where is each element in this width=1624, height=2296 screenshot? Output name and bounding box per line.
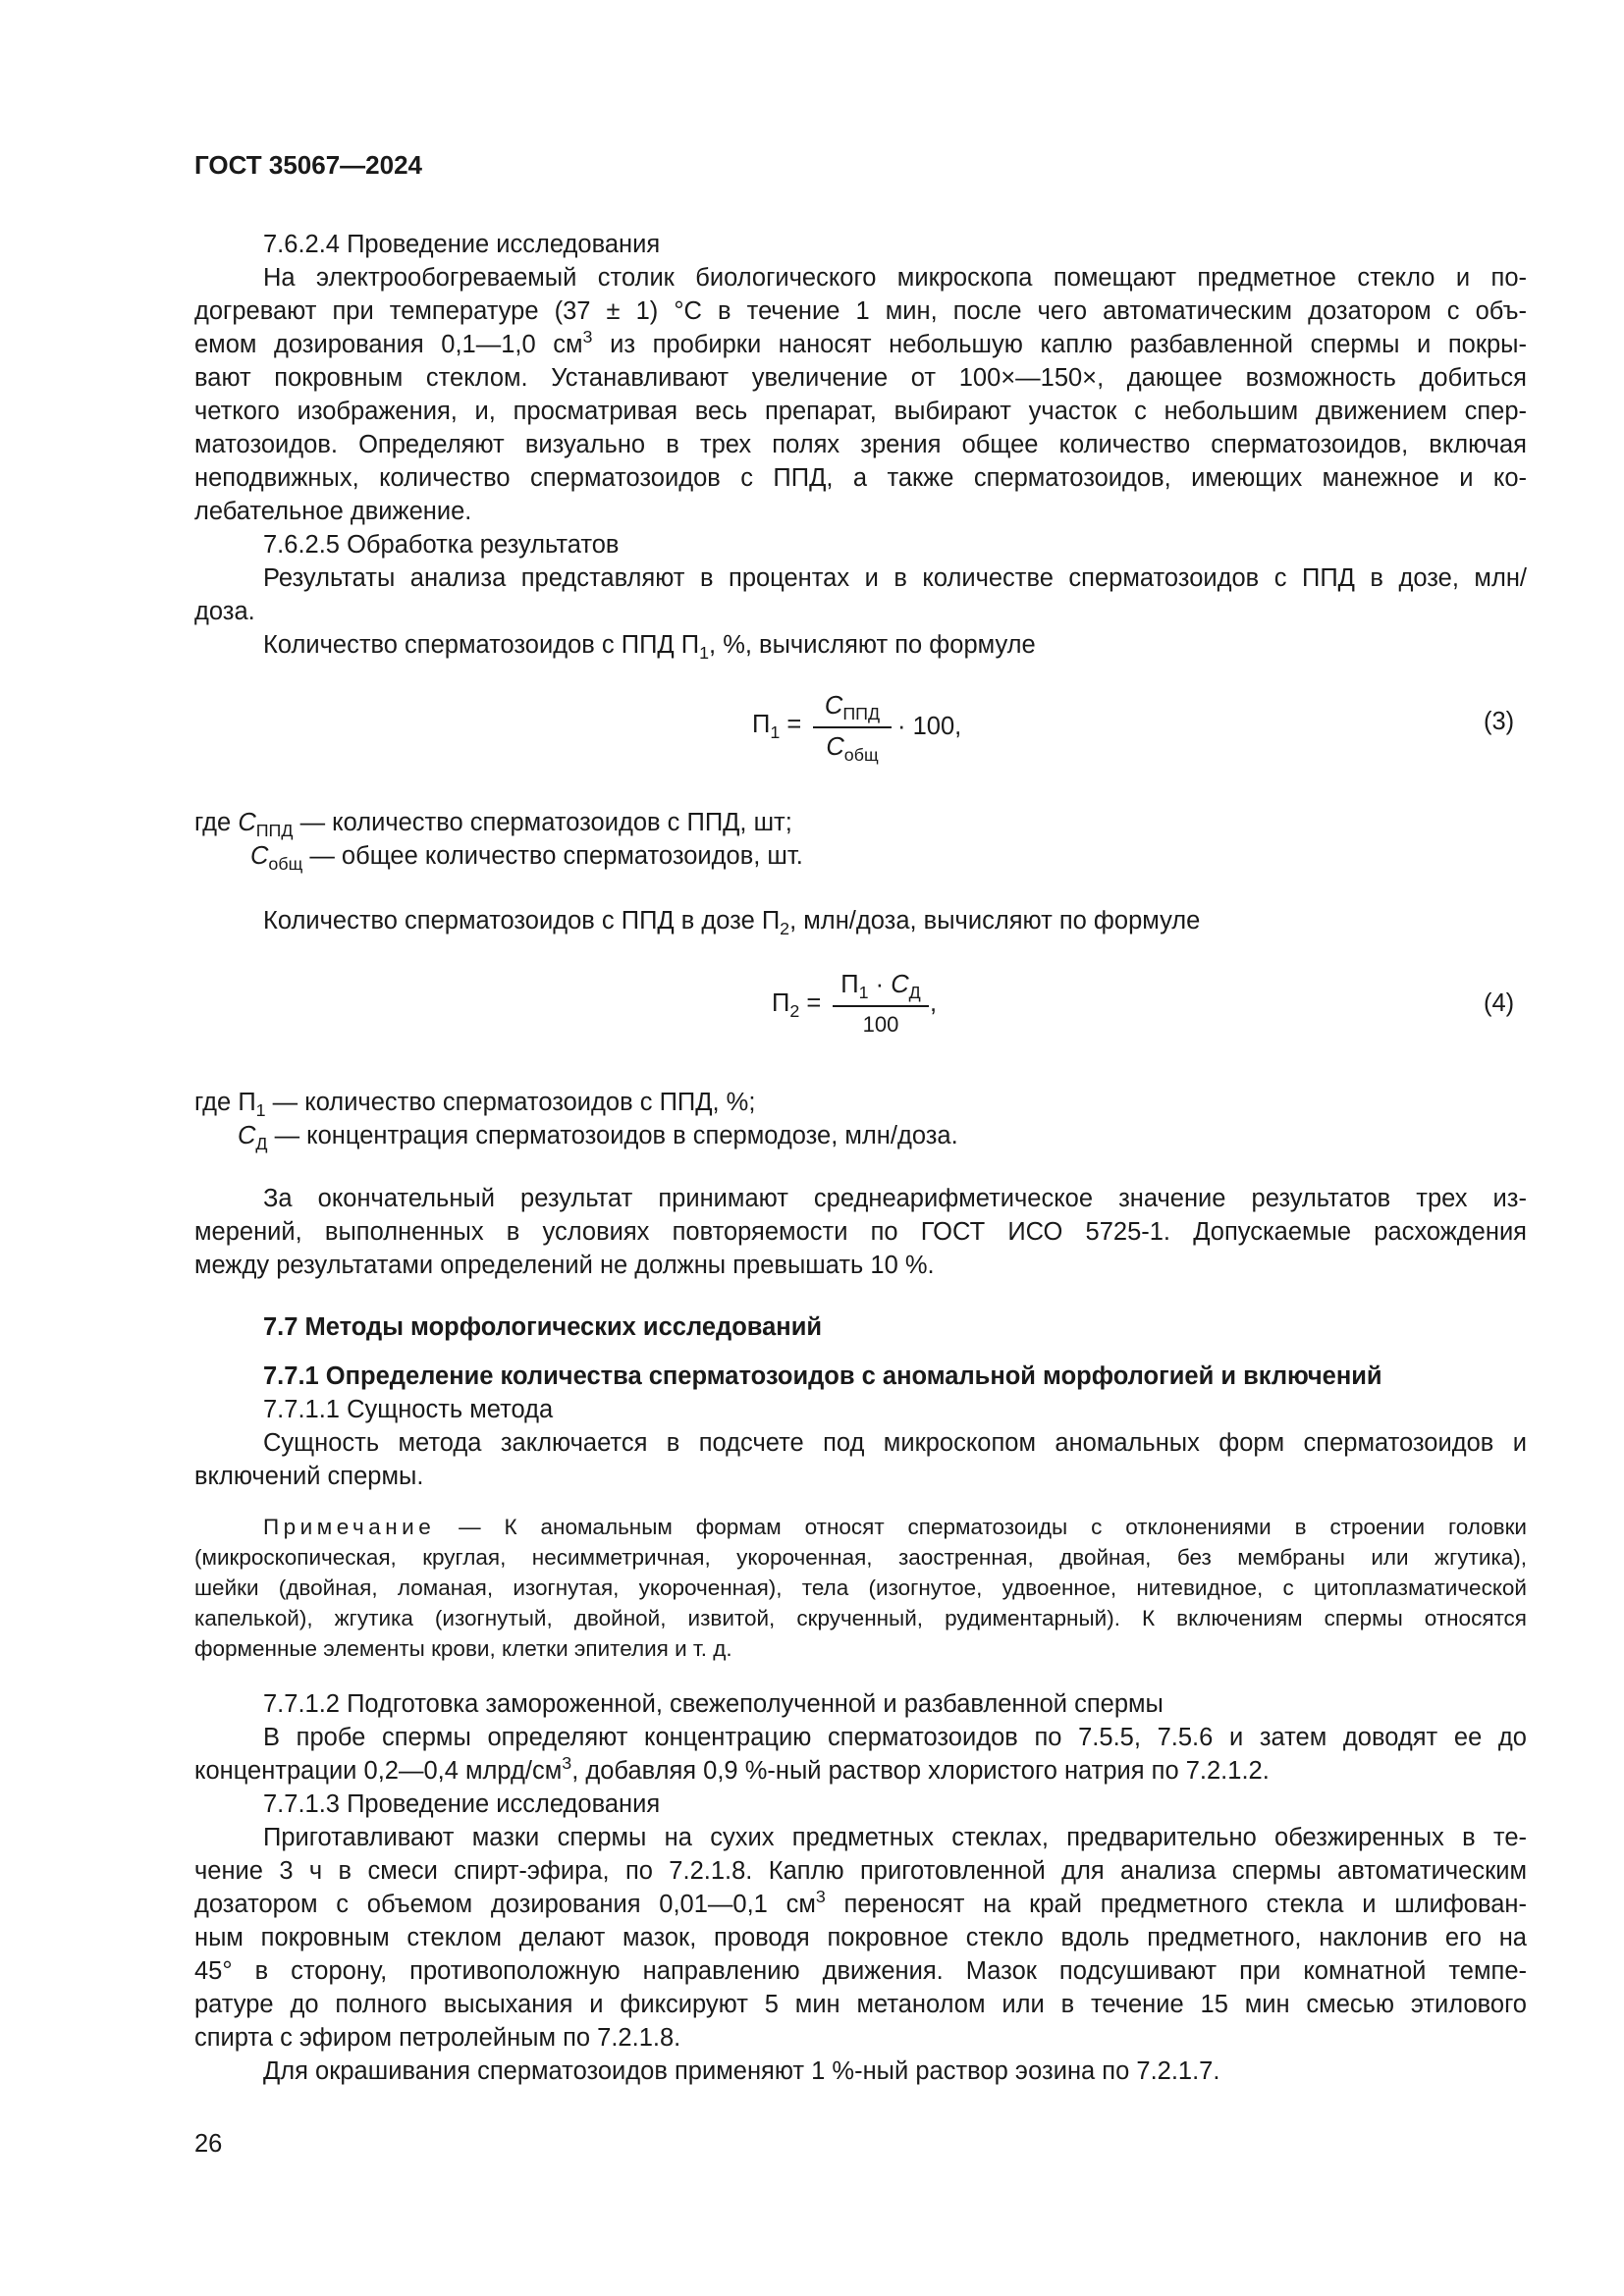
paragraph-line: 45° в сторону, противоположную направлению движения. Мазок подсушивают при комнатной темпе-	[194, 1957, 1527, 1985]
section-heading-7-6-2-4: 7.6.2.4 Проведение исследования	[263, 231, 661, 258]
formula-lhs: $П_2$ =	[772, 989, 822, 1022]
paragraph-line: включений спермы.	[194, 1463, 424, 1490]
paragraph-line: концентрации 0,2—0,4 млрд/$см^3$, добавляя 0,9 %-ный раствор хлористого натрия по 7.2.1.2.	[194, 1753, 1270, 1785]
paragraph-line: В пробе спермы определяют концентрацию сперматозоидов по 7.5.5, 7.5.6 и затем доводят ее до	[263, 1724, 1527, 1751]
where-line: $C_{общ}$ — общее количество сперматозоидов, шт.	[250, 842, 803, 875]
section-heading-7-6-2-5: 7.6.2.5 Обработка результатов	[263, 531, 620, 559]
where-line: $C_Д$ — концентрация сперматозоидов в спермодозе, млн/доза.	[238, 1122, 958, 1154]
section-heading-7-7-1-2: 7.7.1.2 Подготовка замороженной, свежеполученной и разбавленной спермы	[263, 1690, 1164, 1718]
paragraph-line: четкого изображения, и, просматривая весь препарат, выбирают участок с небольшим движением спер-	[194, 398, 1527, 425]
section-heading-7-7-1: 7.7.1 Определение количества сперматозоидов с аномальной морфологией и включений	[263, 1362, 1382, 1390]
paragraph-line: вают покровным стеклом. Устанавливают увеличение от 100×—150×, дающее возможность добиться	[194, 364, 1527, 392]
note-line: Примечание — К аномальным формам относят сперматозоиды с отклонениями в строении головки	[263, 1515, 1527, 1539]
paragraph-line: догревают при температуре (37 ± 1) °С в течение 1 мин, после чего автоматическим дозатором с объ-	[194, 297, 1527, 325]
note-line: форменные элементы крови, клетки эпителия и т. д.	[194, 1636, 732, 1661]
note-label: Примечание	[263, 1515, 436, 1539]
fraction-bar	[813, 726, 892, 728]
section-heading-7-7: 7.7 Методы морфологических исследований	[263, 1313, 823, 1341]
paragraph-line: неподвижных, количество сперматозоидов с ППД, а также сперматозоидов, имеющих манежное и ко-	[194, 464, 1527, 492]
formula-denominator: $C_{общ}$	[826, 733, 879, 766]
paragraph-line: спирта с эфиром петролейным по 7.2.1.8.	[194, 2024, 681, 2052]
paragraph-line: Количество сперматозоидов с ППД $П_1$, %, вычисляют по формуле	[263, 631, 1036, 664]
doc-header: ГОСТ 35067—2024	[194, 150, 422, 180]
paragraph-line: матозоидов. Определяют визуально в трех полях зрения общее количество сперматозоидов, включая	[194, 431, 1527, 458]
paragraph-line: лебательное движение.	[194, 498, 472, 525]
paragraph-line: чение 3 ч в смеси спирт-эфира, по 7.2.1.8. Каплю приготовленной для анализа спермы автоматическим	[194, 1857, 1527, 1885]
paragraph-line: между результатами определений не должны превышать 10 %.	[194, 1252, 935, 1279]
formula-denominator: 100	[862, 1012, 899, 1037]
paragraph-line: ратуре до полного высыхания и фиксируют 5 мин метанолом или в течение 15 мин смесью этилового	[194, 1991, 1527, 2018]
paragraph-line: Результаты анализа представляют в процентах и в количестве сперматозоидов с ППД в дозе, млн/	[263, 564, 1527, 592]
note-line: капелькой), жгутика (изогнутый, двойной, извитой, скрученный, рудиментарный). К включениям спермы относятся	[194, 1606, 1527, 1630]
section-heading-7-7-1-3: 7.7.1.3 Проведение исследования	[263, 1790, 661, 1818]
page-number: 26	[194, 2130, 223, 2158]
section-heading-7-7-1-1: 7.7.1.1 Сущность метода	[263, 1396, 554, 1423]
paragraph-line: Приготавливают мазки спермы на сухих предметных стеклах, предварительно обезжиренных в те-	[263, 1824, 1527, 1851]
note-line: (микроскопическая, круглая, несимметричная, укороченная, заостренная, двойная, без мембраны или жгутика),	[194, 1545, 1527, 1570]
formula-tail: ,	[930, 989, 938, 1017]
paragraph-line: дозатором с объемом дозирования 0,01—0,1 $см^3$ переносят на край предметного стекла и шлифован-	[194, 1887, 1527, 1918]
note-line: шейки (двойная, ломаная, изогнутая, укороченная), тела (изогнутое, удвоенное, нитевидное, с цитоплазматической	[194, 1575, 1527, 1600]
paragraph-line: За окончательный результат принимают среднеарифметическое значение результатов трех из-	[263, 1185, 1527, 1212]
where-line: где $П_1$ — количество сперматозоидов с ППД, %;	[194, 1089, 756, 1121]
paragraph-line: емом дозирования 0,1—1,0 $см^3$ из пробирки наносят небольшую каплю разбавленной спермы и покры-	[194, 327, 1528, 358]
paragraph-line: Для окрашивания сперматозоидов применяют 1 %-ный раствор эозина по 7.2.1.7.	[263, 2057, 1220, 2085]
formula-lhs: $П_1$ =	[752, 711, 802, 743]
paragraph-line: Количество сперматозоидов с ППД в дозе $П_2$, млн/доза, вычисляют по формуле	[263, 907, 1201, 939]
formula-number: (4)	[1484, 989, 1515, 1017]
paragraph-line: На электрообогреваемый столик биологического микроскопа помещают предметное стекло и по-	[263, 264, 1527, 292]
formula-numerator: $C_{ППД}$	[824, 692, 881, 724]
formula-tail: · 100,	[897, 713, 962, 740]
paragraph-line: ным покровным стеклом делают мазок, проводя покровное стекло вдоль предметного, наклонив его на	[194, 1924, 1527, 1951]
paragraph-line: доза.	[194, 598, 255, 625]
formula-number: (3)	[1484, 708, 1515, 735]
paragraph-line: Сущность метода заключается в подсчете под микроскопом аномальных форм сперматозоидов и	[263, 1429, 1527, 1457]
fraction-bar	[833, 1005, 929, 1007]
formula-numerator: $П_1 \cdot C_Д$	[840, 971, 921, 1003]
where-line: где $C_{ППД}$ — количество сперматозоидов с ППД, шт;	[194, 809, 792, 841]
paragraph-line: мерений, выполненных в условиях повторяемости по ГОСТ ИСО 5725-1. Допускаемые расхождения	[194, 1218, 1527, 1246]
